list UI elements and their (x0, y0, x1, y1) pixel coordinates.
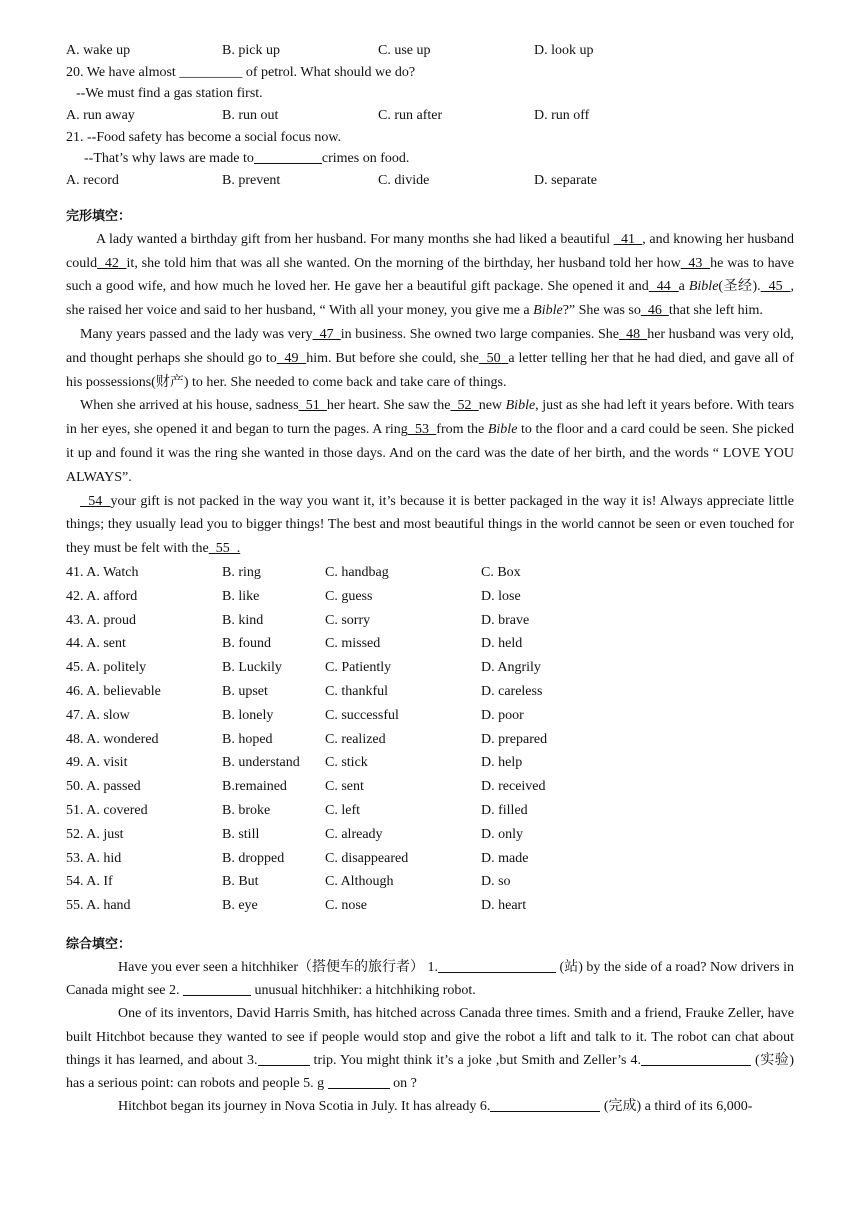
option: C. run after (378, 108, 443, 124)
text: her husband was very old, and thought perhaps she should go to (66, 327, 795, 366)
option[interactable]: C. Patiently (325, 660, 392, 676)
option[interactable]: C. handbag (325, 564, 389, 580)
text: it, she told him that was all she wanted. On the morning of the birthday, her husband told her how (126, 255, 681, 271)
option[interactable]: B. Luckily (222, 660, 282, 676)
q20-stem: 20. We have almost _________ of petrol. What should we do? (66, 64, 416, 80)
option: D. run off (534, 108, 590, 124)
answer-blank-4[interactable] (641, 1050, 751, 1066)
q21-reply-after: crimes on food. (321, 151, 410, 167)
option-row (66, 585, 794, 609)
option: C. divide (378, 173, 430, 189)
text: unusual hitchhiker: a hitchhiking robot. (251, 983, 476, 999)
italic-word: Bible (533, 303, 563, 319)
text: ?” She was so (562, 303, 641, 319)
text: new (478, 398, 506, 414)
option[interactable]: 53. A. hid (66, 850, 122, 866)
option[interactable]: B. kind (222, 612, 264, 628)
text: , just as she had left it years before. With tears in her eyes, she opened it and began to turn the pages. A ring (66, 398, 795, 438)
option[interactable]: B. upset (222, 683, 268, 699)
text: your gift is not packed in the way you want it, it’s because it is better packaged in the way it is! Always appreciate little things; they usually lead you to bigger things! The best and most beautiful things in the world cannot be seen or even touched for they must be felt with the (66, 493, 794, 557)
answer-blank-1[interactable] (438, 957, 556, 973)
option[interactable]: D. only (481, 826, 523, 842)
q19-options (66, 40, 794, 62)
option[interactable]: C. Box (481, 564, 521, 580)
option[interactable]: C. guess (325, 588, 373, 604)
option[interactable]: B. hoped (222, 731, 273, 747)
cloze-options (66, 561, 794, 918)
option-row (66, 870, 794, 894)
option[interactable]: D. made (481, 850, 529, 866)
fill-paragraph-2 (66, 1002, 794, 1095)
text: on ? (389, 1075, 417, 1091)
option[interactable]: D. prepared (481, 731, 548, 747)
blank-43[interactable]: 43 (680, 255, 711, 271)
blank-53[interactable]: 53 (407, 422, 437, 438)
cloze-heading: 完形填空： (66, 208, 132, 224)
blank-41[interactable]: 41 (613, 231, 643, 247)
blank-51[interactable]: 51 (298, 398, 327, 414)
text: (站) by the side of a road? Now drivers in Canada might see 2. (66, 959, 794, 999)
blank-42[interactable]: 42 (97, 255, 127, 271)
text: (实验) has a serious point: can robots and people 5. g (66, 1052, 794, 1091)
cloze-paragraph-4 (66, 490, 794, 561)
blank-54[interactable]: 54 (80, 493, 111, 509)
option-row (66, 894, 794, 918)
option: A. record (66, 173, 119, 189)
option-row (66, 847, 794, 871)
option[interactable]: B. But (222, 874, 259, 890)
cloze-paragraph-3 (66, 394, 794, 489)
q21-options (66, 170, 794, 192)
option[interactable]: C. realized (325, 731, 386, 747)
answer-blank[interactable] (254, 148, 322, 164)
blank-48[interactable]: 48 (618, 327, 648, 342)
option[interactable]: C. left (325, 802, 360, 818)
option[interactable]: B. ring (222, 564, 261, 580)
option[interactable]: B.remained (222, 779, 287, 795)
option-row (66, 609, 794, 633)
option[interactable]: C. already (325, 826, 383, 842)
option-row (66, 728, 794, 752)
text: , she raised her voice and said to her husband, “ With all your money, you give me a (66, 279, 795, 319)
blank-45[interactable]: 45 (760, 279, 791, 295)
italic-word: Bible (487, 422, 518, 438)
option[interactable]: D. lose (481, 588, 521, 604)
option[interactable]: B. like (222, 588, 260, 604)
option[interactable]: C. Although (325, 874, 394, 890)
option[interactable]: 42. A. afford (66, 588, 138, 604)
answer-blank-2[interactable] (183, 980, 251, 996)
option-row (66, 632, 794, 656)
answer-blank-5[interactable] (328, 1073, 390, 1089)
text: Many years passed and the lady was very (80, 327, 313, 342)
option: B. run out (222, 108, 279, 124)
option[interactable]: C. disappeared (325, 850, 409, 866)
text: Hitchbot began its journey in Nova Scotia in July. It has already 6. (118, 1099, 491, 1115)
option[interactable]: D. heart (481, 898, 527, 914)
text: , and knowing her husband could (66, 231, 794, 271)
text: A lady wanted a birthday gift from her husband. For many months she had liked a beautiful (96, 231, 614, 247)
option-row (66, 704, 794, 728)
option-row (66, 561, 794, 585)
option[interactable]: B. dropped (222, 850, 285, 866)
option[interactable]: B. broke (222, 802, 271, 818)
blank-52[interactable]: 52 (450, 398, 479, 414)
answer-blank-3[interactable] (258, 1050, 310, 1066)
fill-heading: 综合填空： (66, 936, 132, 952)
option[interactable]: 45. A. politely (66, 660, 147, 676)
answer-blank-6[interactable] (490, 1096, 600, 1112)
option[interactable]: C. thankful (325, 683, 388, 699)
text: Have you ever seen a hitchhiker（搭便车的旅行者） 1. (118, 959, 439, 975)
q21-reply (66, 148, 794, 170)
option[interactable]: 44. A. sent (66, 636, 126, 652)
q21-stem: 21. --Food safety has become a social focus now. (66, 129, 342, 145)
option[interactable]: 47. A. slow (66, 707, 130, 723)
q20-reply: --We must find a gas station first. (76, 86, 263, 102)
option[interactable]: D. so (481, 874, 511, 890)
option[interactable]: C. nose (325, 898, 367, 914)
option: B. prevent (222, 173, 281, 189)
worksheet-page (66, 40, 794, 1118)
text: (完成) a third of its 6,000- (600, 1099, 753, 1115)
text: that she left him. (668, 303, 763, 319)
option[interactable]: D. help (481, 755, 523, 771)
option[interactable]: D. poor (481, 707, 524, 723)
option[interactable]: C. stick (325, 755, 368, 771)
option[interactable]: C. successful (325, 707, 399, 723)
option-row (66, 799, 794, 823)
text: a letter telling her that he had died, and gave all of his possessions(财产) to her. She needed to come back and take care of things. (66, 350, 795, 390)
blank-47[interactable]: 47 (312, 327, 341, 342)
option-row (66, 680, 794, 704)
text: When she arrived at his house, sadness (80, 398, 299, 414)
option[interactable]: 46. A. believable (66, 683, 161, 699)
option: C. use up (378, 43, 431, 58)
text: in business. She owned two large companies. She (340, 327, 619, 342)
text: he was to have such a good wife, and how much he loved her. He gave her a beautiful gift package. She opened it and (66, 255, 795, 295)
option[interactable]: 51. A. covered (66, 802, 148, 818)
option[interactable]: 52. A. just (66, 826, 124, 842)
fill-paragraph-1 (66, 956, 794, 1002)
option[interactable]: 49. A. visit (66, 755, 128, 771)
option: A. run away (66, 108, 135, 124)
fill-paragraph-3 (66, 1095, 794, 1118)
blank-49[interactable]: 49 (276, 350, 307, 366)
cloze-paragraph-1 (66, 228, 794, 323)
option: A. wake up (66, 43, 131, 58)
option[interactable]: C. sent (325, 779, 364, 795)
option[interactable]: 41. A. Watch (66, 564, 139, 580)
option[interactable]: C. sorry (325, 612, 371, 628)
text: from the (436, 422, 488, 438)
blank-50[interactable]: 50 (478, 350, 509, 366)
blank-55[interactable]: 55 . (208, 541, 241, 557)
option: B. pick up (222, 43, 280, 58)
option[interactable]: C. missed (325, 636, 381, 652)
italic-word: Bible (688, 279, 719, 295)
option[interactable]: B. understand (222, 755, 300, 771)
option[interactable]: D. held (481, 636, 523, 652)
option[interactable]: 50. A. passed (66, 779, 141, 795)
option[interactable]: D. filled (481, 802, 528, 818)
option[interactable]: D. careless (481, 683, 543, 699)
text: One of its inventors, David Harris Smith, has hitched across Canada three times. Smith and a friend, Frauke Zeller, have built Hitchbot because they wanted to see if people would stop and give the robot a lift and talk to it. The robot can chat about things it has learned, and about 3. (66, 1006, 794, 1068)
italic-word: Bible (505, 398, 536, 414)
text: to the floor and a card could be seen. She picked it up and found it was the ring she wanted in those days. And on the card was the date of her birth, and the words “ LOVE YOU ALWAYS”. (66, 422, 794, 485)
option[interactable]: 43. A. proud (66, 612, 136, 628)
option[interactable]: D. received (481, 779, 546, 795)
option[interactable]: B. found (222, 636, 271, 652)
text: a (678, 279, 689, 295)
option[interactable]: B. eye (222, 898, 258, 914)
option-row (66, 656, 794, 680)
text: (圣经). (718, 279, 761, 295)
text: her heart. She saw the (326, 398, 451, 414)
option: D. look up (534, 43, 594, 58)
text: trip. You might think it’s a joke ,but Smith and Zeller’s 4. (309, 1052, 641, 1068)
option[interactable]: D. brave (481, 612, 530, 628)
option[interactable]: 55. A. hand (66, 898, 131, 914)
option[interactable]: B. lonely (222, 707, 274, 723)
option-row (66, 775, 794, 799)
blank-44[interactable]: 44 (648, 279, 679, 295)
option: D. separate (534, 173, 597, 189)
text: him. But before she could, she (306, 350, 479, 366)
option-row (66, 823, 794, 847)
option[interactable]: B. still (222, 826, 260, 842)
q20-options (66, 105, 794, 127)
cloze-paragraph-2 (66, 323, 794, 394)
q21-reply-before: --That’s why laws are made to (84, 151, 254, 167)
option[interactable]: 54. A. If (66, 874, 113, 890)
option[interactable]: 48. A. wondered (66, 731, 159, 747)
option[interactable]: D. Angrily (481, 660, 541, 676)
option-row (66, 751, 794, 775)
blank-46[interactable]: 46 (640, 303, 669, 319)
